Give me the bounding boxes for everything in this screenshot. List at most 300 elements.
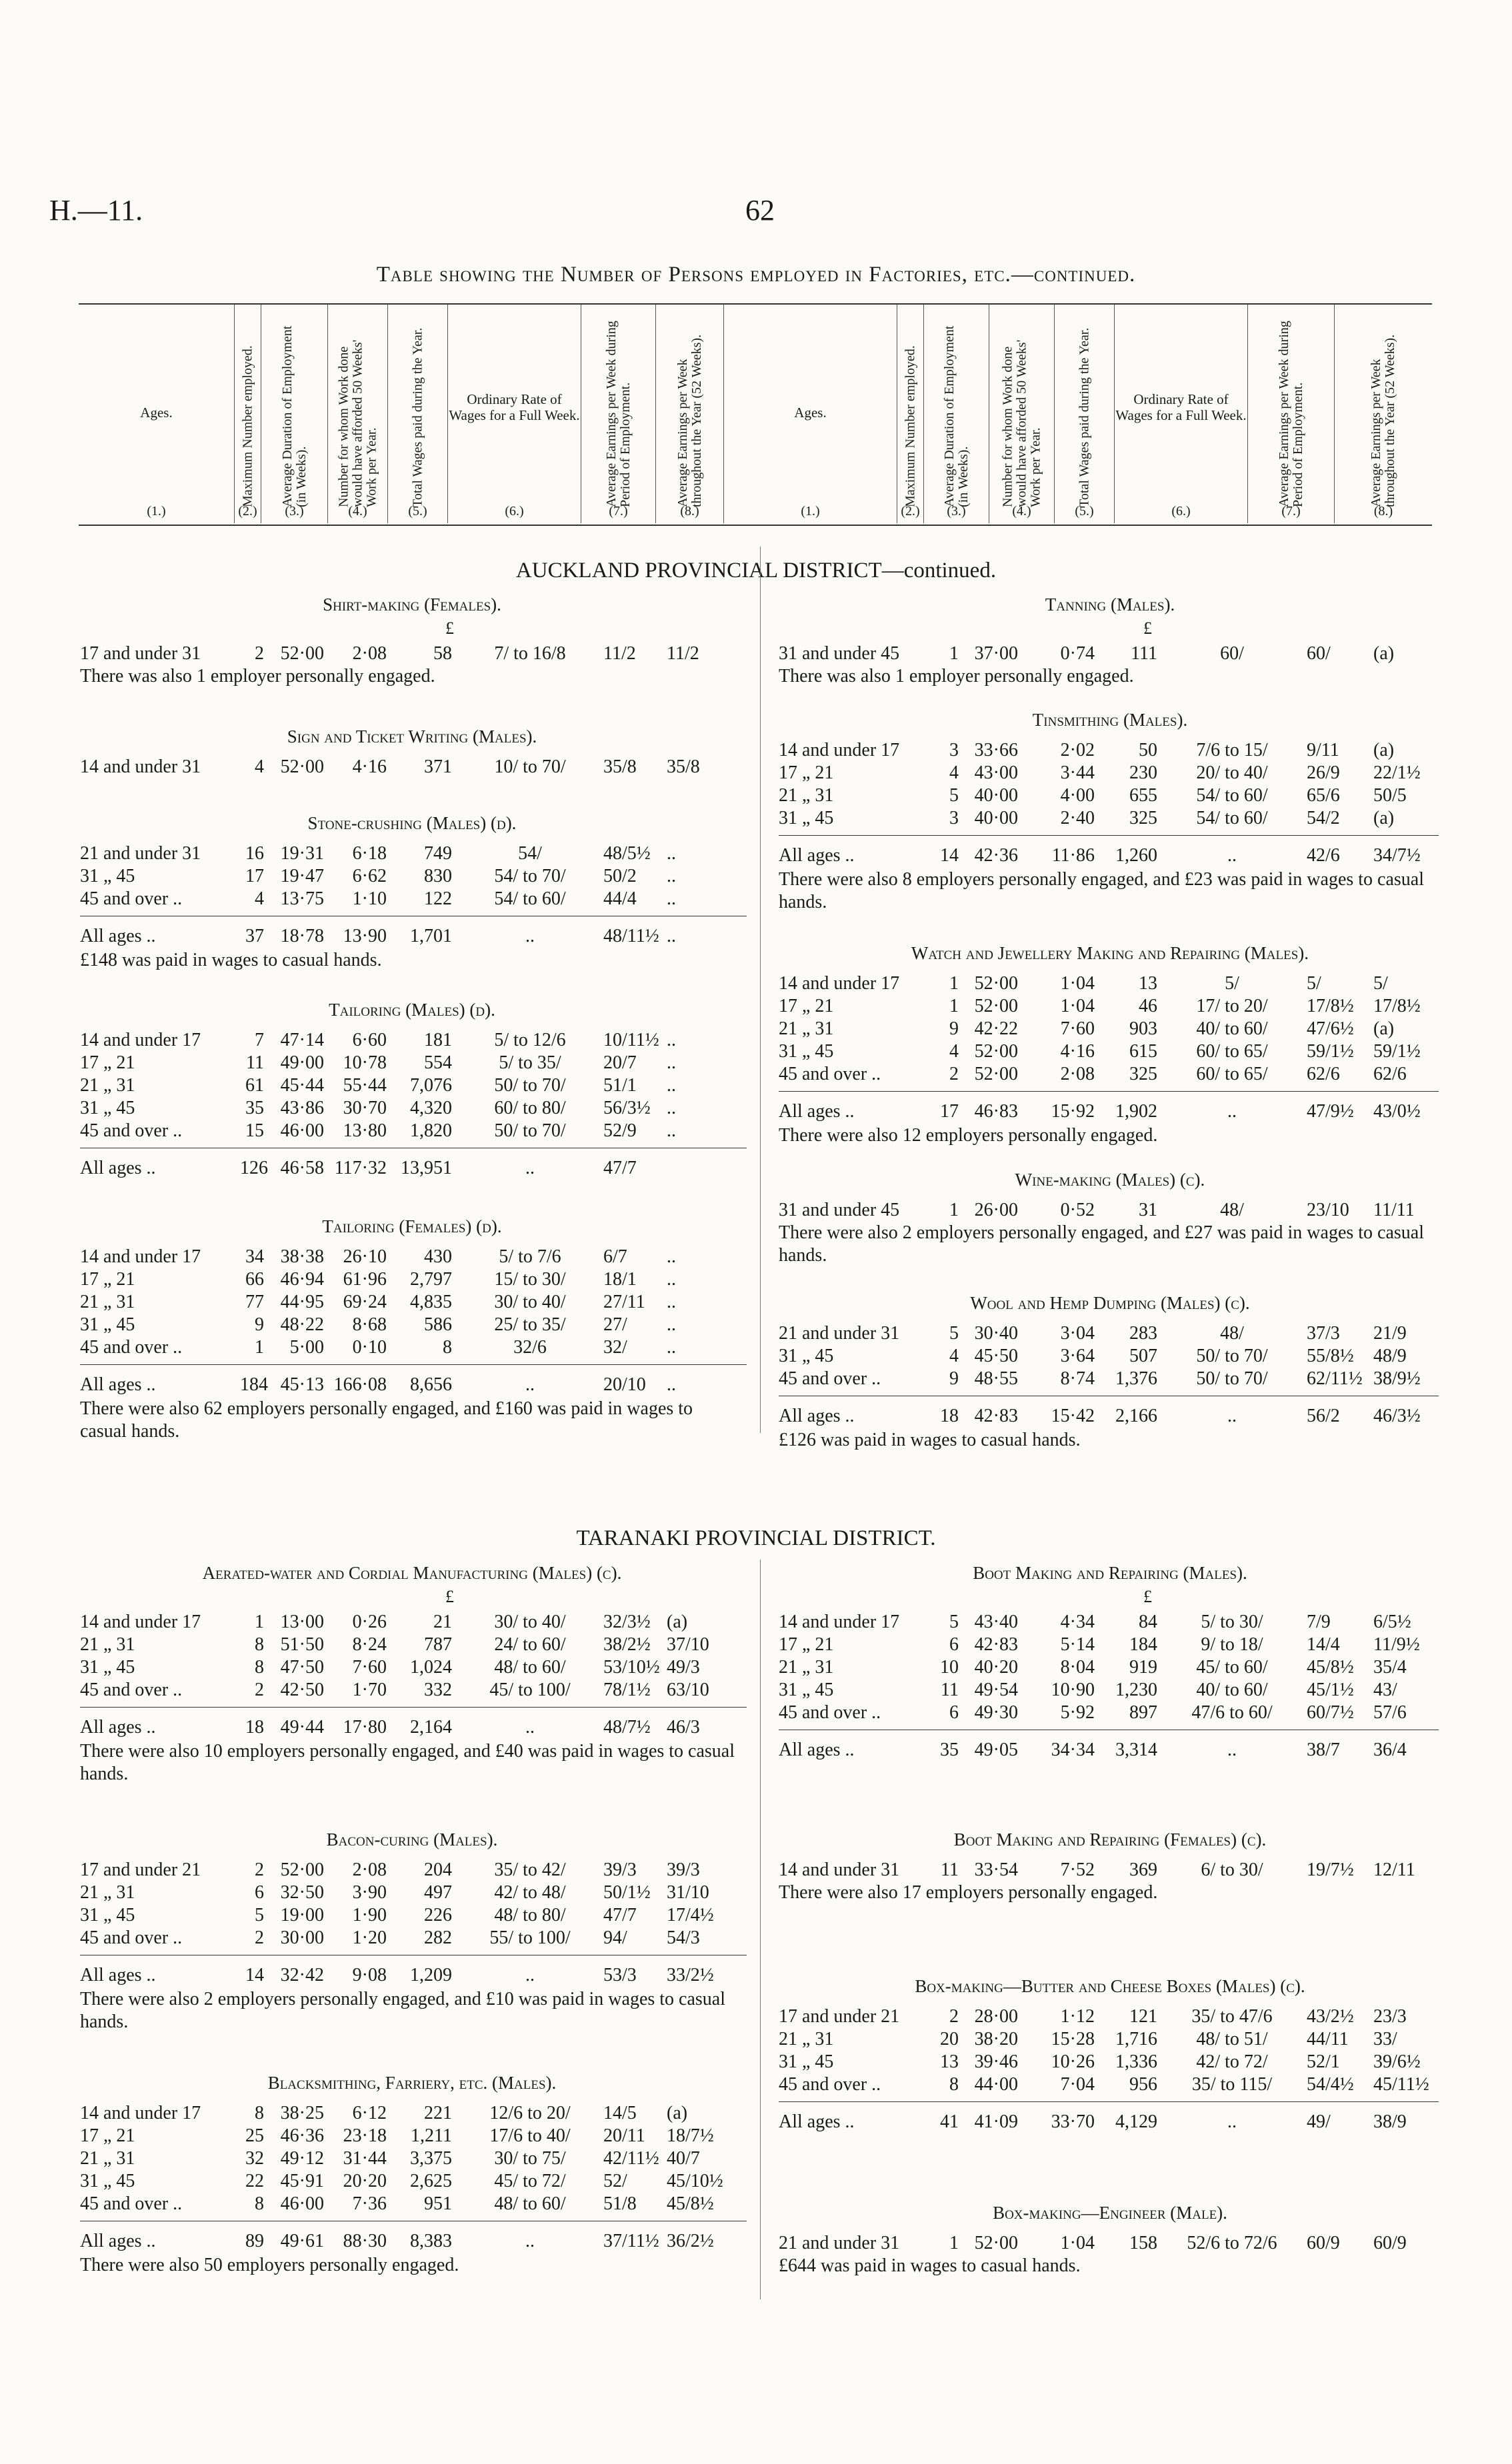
cell-col-2: 18 — [940, 1406, 959, 1426]
cell-col-5: 121 — [1129, 2006, 1157, 2027]
cell-col-4: 0·74 — [1060, 643, 1095, 664]
cell-col-8: .. — [667, 843, 676, 864]
cell-col-1: 17 and under 21 — [779, 2006, 900, 2027]
cell-col-4: 1·04 — [1060, 973, 1095, 994]
cell-col-7: 94/ — [603, 1927, 627, 1948]
cell-col-6: .. — [1227, 1101, 1237, 1122]
table-total-row — [0, 1100, 1512, 1123]
cell-col-8: 5/ — [1373, 973, 1388, 994]
cell-col-4: 10·26 — [1051, 2051, 1095, 2072]
cell-col-3: 40·20 — [974, 1657, 1018, 1678]
section-note: £148 was paid in wages to casual hands. — [80, 950, 382, 970]
cell-col-3: 48·55 — [974, 1368, 1018, 1389]
cell-col-5: 204 — [424, 1859, 452, 1880]
table-row — [0, 2232, 1512, 2255]
header-fifty-weeks-right: Number for whom Work done would have afforded 50 Weeks' Work per Year. (4.) — [989, 305, 1055, 523]
cell-col-2: 2 — [255, 1927, 264, 1948]
table-row — [0, 1345, 1512, 1368]
cell-col-4: 166·08 — [333, 1374, 387, 1395]
cell-col-7: 62/6 — [1307, 1064, 1340, 1084]
cell-col-7: 60/7½ — [1307, 1702, 1354, 1723]
cell-col-3: 45·91 — [280, 2171, 324, 2191]
cell-col-1: 14 and under 31 — [779, 1859, 900, 1880]
cell-col-7: 37/3 — [1307, 1323, 1340, 1344]
cell-col-8: 36/4 — [1373, 1740, 1407, 1760]
table-row — [0, 995, 1512, 1018]
cell-col-6: .. — [525, 2231, 535, 2251]
cell-col-6: 48/ to 60/ — [494, 2193, 566, 2214]
table-row — [0, 739, 1512, 762]
cell-col-2: 17 — [940, 1101, 959, 1122]
cell-col-7: 65/6 — [1307, 785, 1340, 806]
cell-col-4: 5·14 — [1060, 1634, 1095, 1655]
cell-col-3: 42·83 — [974, 1406, 1018, 1426]
cell-col-4: 1·10 — [352, 888, 387, 909]
cell-col-2: 6 — [949, 1702, 959, 1723]
cell-col-1: 45 and over .. — [80, 1337, 183, 1358]
cell-col-5: 325 — [1129, 1064, 1157, 1084]
cell-col-8: .. — [667, 1374, 676, 1395]
cell-col-6: .. — [525, 1717, 535, 1738]
cell-col-2: 5 — [949, 1612, 959, 1632]
cell-col-7: 20/11 — [603, 2125, 645, 2146]
section-title-boot_f: Boot Making and Repairing (Females) (c). — [953, 1830, 1267, 1849]
cell-col-4: 3·04 — [1060, 1323, 1095, 1344]
cell-col-5: 897 — [1129, 1702, 1157, 1723]
cell-col-6: 12/6 to 20/ — [489, 2103, 571, 2123]
cell-col-2: 9 — [255, 1314, 264, 1335]
cell-col-6: 6/ to 30/ — [1201, 1859, 1263, 1880]
cell-col-8: 43/0½ — [1373, 1101, 1421, 1122]
cell-col-1: 31 and under 45 — [779, 1200, 900, 1220]
cell-col-3: 52·00 — [974, 1041, 1018, 1062]
cell-col-2: 89 — [245, 2231, 264, 2251]
cell-col-8: 45/8½ — [667, 2193, 714, 2214]
cell-col-7: 18/1 — [603, 1269, 637, 1290]
cell-col-3: 52·00 — [974, 973, 1018, 994]
cell-col-7: 14/5 — [603, 2103, 637, 2123]
cell-col-1: All ages .. — [80, 2231, 156, 2251]
cell-col-6: .. — [1227, 2111, 1237, 2132]
cell-col-1: 17 and under 31 — [80, 643, 201, 664]
cell-col-3: 45·13 — [280, 1374, 324, 1395]
header-ordinary-rate-right: Ordinary Rate of Wages for a Full Week. (6.) — [1115, 305, 1248, 523]
table-row — [0, 2073, 1512, 2096]
cell-col-2: 2 — [949, 1064, 959, 1084]
cell-col-1: 17 „ 21 — [80, 1269, 135, 1290]
cell-col-6: .. — [525, 1374, 535, 1395]
cell-col-7: 27/11 — [603, 1292, 645, 1312]
table-row — [0, 2028, 1512, 2051]
table-row — [0, 762, 1512, 784]
cell-col-3: 28·00 — [974, 2006, 1018, 2027]
cell-col-2: 4 — [949, 1346, 959, 1366]
section-note: There were also 2 employers personally engaged, and £10 was paid in wages to casual hands. — [80, 1989, 726, 2032]
header-ages-right: Ages. (1.) — [724, 305, 897, 523]
cell-col-5: 951 — [424, 2193, 452, 2214]
cell-col-8: 33/2½ — [667, 1965, 714, 1985]
cell-col-1: 31 „ 45 — [779, 1346, 834, 1366]
cell-col-1: All ages .. — [779, 845, 855, 866]
cell-col-1: 21 and under 31 — [80, 843, 201, 864]
cell-col-4: 3·44 — [1060, 762, 1095, 783]
cell-col-8: .. — [667, 926, 676, 946]
cell-col-7: 47/9½ — [1307, 1101, 1354, 1122]
cell-col-2: 7 — [255, 1030, 264, 1050]
cell-col-7: 62/11½ — [1307, 1368, 1363, 1389]
header-fifty-weeks-left: Number for whom Work done would have afforded 50 Weeks' Work per Year. (4.) — [328, 305, 388, 523]
header-avg-earnings-year-left: Average Earnings per Week throughout the Year (52 Weeks). (8.) — [656, 305, 724, 523]
cell-col-7: 27/ — [603, 1314, 627, 1335]
cell-col-4: 69·24 — [343, 1292, 387, 1312]
cell-col-8: 36/2½ — [667, 2231, 714, 2251]
cell-col-3: 48·22 — [280, 1314, 324, 1335]
cell-col-8: 21/9 — [1373, 1323, 1407, 1344]
cell-col-1: 14 and under 17 — [80, 1030, 201, 1050]
cell-col-5: 46 — [1139, 996, 1157, 1016]
cell-col-4: 88·30 — [343, 2231, 387, 2251]
cell-col-1: All ages .. — [80, 1717, 156, 1738]
cell-col-4: 7·60 — [352, 1657, 387, 1678]
table-row — [0, 1904, 1512, 1927]
cell-col-3: 42·83 — [974, 1634, 1018, 1655]
header-avg-duration-left: Average Duration of Employment (in Weeks). (3.) — [261, 305, 328, 523]
cell-col-4: 23·18 — [343, 2125, 387, 2146]
cell-col-7: 32/3½ — [603, 1612, 651, 1632]
cell-col-6: 9/ to 18/ — [1201, 1634, 1263, 1655]
header-ordinary-rate-left: Ordinary Rate of Wages for a Full Week. (6.) — [448, 305, 581, 523]
cell-col-6: 60/ to 65/ — [1196, 1064, 1268, 1084]
cell-col-4: 6·62 — [352, 866, 387, 886]
cell-col-3: 38·20 — [974, 2029, 1018, 2049]
cell-col-2: 77 — [245, 1292, 264, 1312]
cell-col-5: 615 — [1129, 1041, 1157, 1062]
cell-col-6: 5/ to 7/6 — [499, 1246, 561, 1267]
cell-col-6: 35/ to 42/ — [494, 1859, 566, 1880]
cell-col-5: 830 — [424, 866, 452, 886]
cell-col-5: 21 — [433, 1612, 452, 1632]
cell-col-8: 48/9 — [1373, 1346, 1407, 1366]
cell-col-4: 61·96 — [343, 1269, 387, 1290]
cell-col-5: 8,383 — [410, 2231, 452, 2251]
cell-col-8: 39/3 — [667, 1859, 700, 1880]
cell-col-2: 1 — [949, 2233, 959, 2253]
cell-col-4: 8·68 — [352, 1314, 387, 1335]
cell-col-5: 4,835 — [410, 1292, 452, 1312]
cell-col-3: 51·50 — [280, 1634, 324, 1655]
cell-col-5: 369 — [1129, 1859, 1157, 1880]
cell-col-1: 45 and over .. — [779, 1368, 881, 1389]
cell-col-1: 45 and over .. — [80, 888, 183, 909]
cell-col-7: 19/7½ — [1307, 1859, 1354, 1880]
cell-col-6: .. — [525, 1965, 535, 1985]
cell-col-5: 1,701 — [410, 926, 452, 946]
cell-col-3: 30·00 — [280, 1927, 324, 1948]
table-row — [0, 972, 1512, 995]
cell-col-3: 42·36 — [974, 845, 1018, 866]
cell-col-3: 39·46 — [974, 2051, 1018, 2072]
cell-col-1: All ages .. — [779, 1406, 855, 1426]
cell-col-8: (a) — [1373, 1018, 1395, 1039]
cell-col-2: 17 — [245, 866, 264, 886]
cell-col-3: 38·25 — [280, 2103, 324, 2123]
cell-col-1: 31 „ 45 — [80, 1905, 135, 1925]
cell-col-6: .. — [1227, 1406, 1237, 1426]
cell-col-4: 8·04 — [1060, 1657, 1095, 1678]
cell-col-6: .. — [525, 926, 535, 946]
cell-col-5: 430 — [424, 1246, 452, 1267]
cell-col-6: 30/ to 75/ — [494, 2148, 566, 2169]
cell-col-2: 2 — [949, 2006, 959, 2027]
cell-col-3: 40·00 — [974, 785, 1018, 806]
cell-col-4: 20·20 — [343, 2171, 387, 2191]
cell-col-4: 117·32 — [334, 1158, 387, 1178]
cell-col-2: 4 — [255, 888, 264, 909]
cell-col-4: 11·86 — [1051, 845, 1095, 866]
header-total-wages-left: Total Wages paid during the Year. (5.) — [388, 305, 448, 523]
cell-col-6: 15/ to 30/ — [494, 1269, 566, 1290]
cell-col-3: 38·38 — [280, 1246, 324, 1267]
cell-col-6: 45/ to 72/ — [494, 2171, 566, 2191]
cell-col-3: 42·22 — [974, 1018, 1018, 1039]
cell-col-7: 48/7½ — [603, 1717, 651, 1738]
cell-col-1: 17 „ 21 — [80, 2125, 135, 2146]
cell-col-8: .. — [667, 1120, 676, 1141]
cell-col-1: 31 „ 45 — [779, 1680, 834, 1700]
cell-col-4: 1·20 — [352, 1927, 387, 1948]
cell-col-5: 371 — [424, 756, 452, 777]
cell-col-5: 4,320 — [410, 1098, 452, 1118]
cell-col-4: 2·08 — [352, 1859, 387, 1880]
cell-col-7: 60/9 — [1307, 2233, 1340, 2253]
cell-col-7: 42/11½ — [603, 2148, 659, 2169]
cell-col-5: 507 — [1129, 1346, 1157, 1366]
cell-col-1: 17 „ 21 — [779, 1634, 834, 1655]
cell-col-4: 7·60 — [1060, 1018, 1095, 1039]
cell-col-6: 60/ to 65/ — [1196, 1041, 1268, 1062]
cell-col-3: 19·31 — [280, 843, 324, 864]
cell-col-5: 749 — [424, 843, 452, 864]
cell-col-1: 17 „ 21 — [80, 1052, 135, 1073]
cell-col-2: 3 — [949, 808, 959, 828]
cell-col-8: 46/3 — [667, 1717, 700, 1738]
header-avg-duration-right: Average Duration of Employment (in Weeks). (3.) — [924, 305, 989, 523]
cell-col-6: 25/ to 35/ — [494, 1314, 566, 1335]
page-number: 62 — [745, 194, 775, 227]
cell-col-3: 26·00 — [974, 1200, 1018, 1220]
cell-col-5: 122 — [424, 888, 452, 909]
cell-col-7: 49/ — [1307, 2111, 1331, 2132]
cell-col-8: .. — [667, 1030, 676, 1050]
cell-col-7: 9/11 — [1307, 740, 1339, 760]
cell-col-5: 1,336 — [1115, 2051, 1157, 2072]
cell-col-8: 57/6 — [1373, 1702, 1407, 1723]
section-title-tailoring_m: Tailoring (Males) (d). — [329, 1000, 495, 1020]
cell-col-1: 45 and over .. — [779, 1702, 881, 1723]
cell-col-1: 21 „ 31 — [80, 2148, 135, 2169]
cell-col-7: 51/8 — [603, 2193, 637, 2214]
header-ages-left: Ages. (1.) — [79, 305, 235, 523]
cell-col-4: 2·40 — [1060, 808, 1095, 828]
table-row — [0, 2147, 1512, 2170]
cell-col-2: 5 — [949, 785, 959, 806]
cell-col-2: 35 — [940, 1740, 959, 1760]
cell-col-1: 31 „ 45 — [779, 1041, 834, 1062]
cell-col-1: 45 and over .. — [779, 2074, 881, 2095]
cell-col-2: 20 — [940, 2029, 959, 2049]
table-total-row — [0, 844, 1512, 867]
cell-col-4: 0·26 — [352, 1612, 387, 1632]
cell-col-2: 2 — [255, 643, 264, 664]
cell-col-2: 8 — [255, 2193, 264, 2214]
cell-col-1: 14 and under 17 — [80, 1246, 201, 1267]
cell-col-5: 1,902 — [1115, 1101, 1157, 1122]
cell-col-2: 37 — [245, 926, 264, 946]
cell-col-5: 325 — [1129, 808, 1157, 828]
cell-col-5: 2,625 — [410, 2171, 452, 2191]
cell-col-7: 20/10 — [603, 1374, 646, 1395]
table-row — [0, 1018, 1512, 1040]
cell-col-1: 31 „ 45 — [779, 2051, 834, 2072]
cell-col-2: 11 — [941, 1680, 959, 1700]
cell-col-3: 43·40 — [974, 1612, 1018, 1632]
cell-col-1: 21 „ 31 — [779, 2029, 834, 2049]
cell-col-5: 1,024 — [410, 1657, 452, 1678]
cell-col-6: 54/ to 60/ — [1196, 808, 1268, 828]
cell-col-7: 38/2½ — [603, 1634, 651, 1655]
header-avg-earnings-year-right: Average Earnings per Week throughout the Year (52 Weeks). (8.) — [1369, 334, 1397, 519]
section-title-tinsmithing: Tinsmithing (Males). — [1032, 710, 1188, 730]
cell-col-2: 15 — [245, 1120, 264, 1141]
cell-col-7: 55/8½ — [1307, 1346, 1354, 1366]
cell-col-7: 6/7 — [603, 1246, 627, 1267]
cell-col-2: 32 — [245, 2148, 264, 2169]
cell-col-4: 4·16 — [352, 756, 387, 777]
section-note: There were also 50 employers personally engaged. — [80, 2255, 459, 2275]
cell-col-6: 5/ — [1225, 973, 1239, 994]
cell-col-3: 19·47 — [280, 866, 324, 886]
cell-col-8: .. — [667, 1269, 676, 1290]
header-max-employed-right: Maximum Number employed. (2.) — [897, 305, 924, 523]
cell-col-3: 41·09 — [974, 2111, 1018, 2132]
cell-col-2: 1 — [949, 973, 959, 994]
cell-col-7: 39/3 — [603, 1859, 637, 1880]
section-note: There were also 2 employers personally engaged, and £27 was paid in wages to casual hands. — [779, 1222, 1425, 1266]
cell-col-6: 48/ — [1220, 1200, 1244, 1220]
cell-col-2: 1 — [255, 1337, 264, 1358]
cell-col-5: 1,820 — [410, 1120, 452, 1141]
cell-col-6: 47/6 to 60/ — [1191, 1702, 1273, 1723]
cell-col-6: 50/ to 70/ — [1196, 1368, 1268, 1389]
cell-col-7: 42/6 — [1307, 845, 1340, 866]
cell-col-5: 13 — [1139, 973, 1157, 994]
cell-col-6: 5/ to 30/ — [1201, 1612, 1263, 1632]
cell-col-5: 8,656 — [410, 1374, 452, 1395]
cell-col-5: 230 — [1129, 762, 1157, 783]
cell-col-2: 5 — [255, 1905, 264, 1925]
cell-col-3: 32·50 — [280, 1882, 324, 1903]
cell-col-6: 24/ to 60/ — [494, 1634, 566, 1655]
cell-col-8: 43/ — [1373, 1680, 1397, 1700]
cell-col-4: 33·70 — [1051, 2111, 1095, 2132]
section-title-bacon: Bacon-curing (Males). — [326, 1830, 498, 1849]
cell-col-6: 17/6 to 40/ — [489, 2125, 571, 2146]
cell-col-5: 1,716 — [1115, 2029, 1157, 2049]
cell-col-4: 1·90 — [352, 1905, 387, 1925]
cell-col-3: 45·44 — [280, 1075, 324, 1096]
cell-col-4: 6·18 — [352, 843, 387, 864]
cell-col-7: 47/7 — [603, 1905, 637, 1925]
cell-col-6: 30/ to 40/ — [494, 1292, 566, 1312]
cell-col-4: 6·60 — [352, 1030, 387, 1050]
cell-col-4: 15·42 — [1051, 1406, 1095, 1426]
cell-col-6: 45/ to 60/ — [1196, 1657, 1268, 1678]
cell-col-8: .. — [667, 1337, 676, 1358]
cell-col-4: 4·16 — [1060, 1041, 1095, 1062]
cell-col-1: 21 „ 31 — [779, 785, 834, 806]
table-row — [0, 784, 1512, 807]
table-row — [0, 2005, 1512, 2028]
cell-col-7: 56/2 — [1307, 1406, 1340, 1426]
table-row — [0, 2170, 1512, 2193]
cell-col-1: 45 and over .. — [80, 1927, 183, 1948]
cell-col-1: 31 „ 45 — [80, 866, 135, 886]
cell-col-3: 52·00 — [280, 1859, 324, 1880]
cell-col-2: 41 — [940, 2111, 959, 2132]
cell-col-4: 2·08 — [1060, 1064, 1095, 1084]
cell-col-8: 33/ — [1373, 2029, 1397, 2049]
table-row — [0, 1656, 1512, 1679]
cell-col-8: (a) — [1373, 808, 1395, 828]
cell-col-8: 49/3 — [667, 1657, 700, 1678]
table-title: Table showing the Number of Persons employed in Factories, etc.—continued. — [376, 263, 1136, 287]
cell-col-4: 55·44 — [343, 1075, 387, 1096]
cell-col-5: 586 — [424, 1314, 452, 1335]
cell-col-8: .. — [667, 1314, 676, 1335]
cell-col-6: 55/ to 100/ — [489, 1927, 571, 1948]
cell-col-2: 6 — [255, 1882, 264, 1903]
cell-col-1: 21 „ 31 — [779, 1018, 834, 1039]
cell-col-5: 226 — [424, 1905, 452, 1925]
cell-col-8: 12/11 — [1373, 1859, 1415, 1880]
cell-col-3: 5·00 — [289, 1337, 324, 1358]
section-title-wool: Wool and Hemp Dumping (Males) (c). — [970, 1293, 1250, 1313]
cell-col-5: 2,797 — [410, 1269, 452, 1290]
section-note: There were also 8 employers personally engaged, and £23 was paid in wages to casual hands. — [779, 869, 1425, 912]
cell-col-5: 919 — [1129, 1657, 1157, 1678]
cell-col-1: 21 „ 31 — [80, 1882, 135, 1903]
cell-col-4: 26·10 — [343, 1246, 387, 1267]
cell-col-5: 1,260 — [1115, 845, 1157, 866]
cell-col-6: 54/ to 60/ — [494, 888, 566, 909]
cell-col-7: 52/ — [603, 2171, 627, 2191]
header-avg-earnings-period-right: Average Earnings per Week during Period of Employment. (7.) — [1248, 305, 1335, 523]
cell-col-2: 66 — [245, 1269, 264, 1290]
table-row — [0, 1611, 1512, 1634]
cell-col-7: 53/10½ — [603, 1657, 660, 1678]
section-note: There were also 17 employers personally engaged. — [779, 1882, 1158, 1903]
cell-col-7: 44/11 — [1307, 2029, 1349, 2049]
cell-col-7: 53/3 — [603, 1965, 637, 1985]
cell-col-1: 14 and under 17 — [779, 1612, 900, 1632]
table-row — [0, 2051, 1512, 2073]
cell-col-8: 38/9 — [1373, 2111, 1407, 2132]
cell-col-5: 332 — [424, 1680, 452, 1700]
section-rule — [779, 835, 1439, 836]
cell-col-1: 31 „ 45 — [80, 1098, 135, 1118]
cell-col-8: (a) — [667, 1612, 688, 1632]
header-total-wages-right: Total Wages paid during the Year. (5.) — [1055, 305, 1115, 523]
